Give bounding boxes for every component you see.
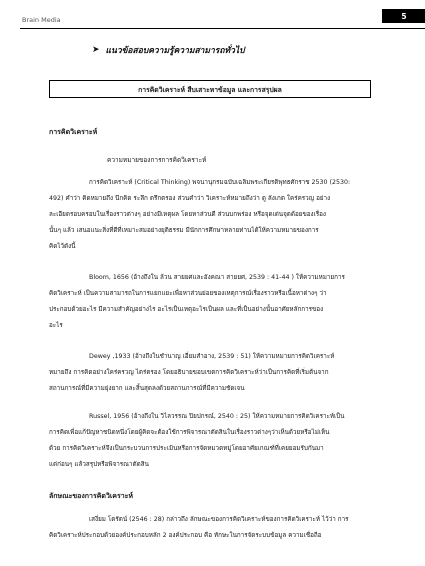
definition-subheading: ความหมายของการการคิดวิเคราะห์	[107, 156, 207, 164]
text-line: Bloom, 1656 (อ้างถึงใน ล้วน สายยศและอังคณา สายยศ, 2539 : 41-44 ) ให้ความหมายการ	[89, 274, 345, 281]
page-number: 5	[382, 9, 425, 23]
text-line: การคิดวิเคราะห์ (Critical Thinking) พจนานุกรมฉบับเฉลิมพระเกียรติพุทธศักราช 2530 (2530:	[89, 179, 351, 186]
text-line: 492) คำว่า คิดหมายถึง นึกคิด ระลึก ตรึกตรอง ส่วนคำว่า วิเคราะห์หมายถึงว่า ดู ลังเกต ใคร่ครวญ อย่าง	[49, 195, 331, 202]
text-line: ประกอบด้วยอะไร มีความสำคัญอย่างไร อะไรเป็นเหตุอะไรเป็นผล และที่เป็นอย่างนั้นอาศัยหลักการของ	[49, 306, 324, 313]
section-heading-characteristics: ลักษณะของการคิดวิเคราะห์	[49, 492, 134, 500]
text-line: หมายถึง การคิดอย่างใคร่ครวญ ไตร่ตรอง โดยอธิบายขอบเขตการคิดวิเคราะห์ว่าเป็นการคิดที่เริ่มต้นจาก	[49, 369, 329, 376]
section-heading-analysis: การคิดวิเคราะห์	[49, 128, 98, 136]
text-line: คิดไว้ดังนี้	[49, 243, 76, 250]
text-line: ละเอียดรอบครอบในเรื่องราวต่างๆ อย่างมีเหตุผล โดยหาส่วนดี ส่วนบกพร่อง หรือจุดเด่นจุดด้อยของเรื่อง	[49, 211, 327, 218]
paragraph-bloom	[49, 270, 378, 334]
text-line: เสงี่ยม โตรัตน์ (2546 : 28) กล่าวถึง ลักษณะของการคิดวิเคราะห์ของการคิดวิเคราะห์ ไว้ว่า การ	[89, 516, 349, 523]
text-line: ด้วย การคิดวิเคราะห์จึงเป็นกระบวนการประเมินหรือการจัดหมวดหมู่โดยอาศัยเกณฑ์ที่เคยยอมรับกันมา	[49, 445, 324, 452]
text-line: Dewey ,1933 (อ้างถึงในชำนาญ เอี่ยมสำอาง, 2539 : 51) ให้ความหมายการคิดวิเคราะห์	[89, 353, 335, 360]
text-line: Russel, 1956 (อ้างถึงใน วิไลวรรณ ปิยปกรณ์, 2540 : 25) ให้ความหมายการคิดวิเคราะห์เป็น	[89, 413, 345, 420]
text-line: อะไร	[49, 322, 63, 329]
subject-title	[92, 43, 245, 57]
subject-title-text: แนวข้อสอบความรู้ความสามารถทั่วไป	[105, 46, 245, 56]
topic-box: การคิดวิเคราะห์ สืบเสาะหาข้อมูล และการสรุปผล	[49, 80, 371, 98]
paragraph-dewey	[49, 349, 378, 397]
arrow-bullet-icon: ➤	[92, 45, 100, 55]
text-line: สถานการณ์ที่มีความยุ่งยาก และสิ้นสุดลงด้วยสถานการณ์ที่มีความชัดเจน	[49, 385, 245, 392]
paragraph-critical-thinking	[49, 175, 378, 255]
text-line: คิดวิเคราะห์ประกอบด้วยองค์ประกอบหลัก 2 องค์ประกอบ คือ ทักษะในการจัดระบบข้อมูล ความเชื่อถือ	[49, 532, 322, 539]
text-line: แต่ก่อนๆ แล้วสรุปหรือพิจารณาตัดสิน	[49, 461, 149, 468]
text-line: การคิดเพื่อแก้ปัญหาชนิดหนึ่งโดยผู้คิดจะต้องใช้การพิจารณาตัดสินในเรื่องราวต่างๆว่าเห็นด้วยหรือไม่เห็น	[49, 429, 330, 436]
header-divider	[20, 28, 425, 29]
paragraph-russel	[49, 409, 378, 473]
paragraph-sangiam	[49, 512, 378, 544]
text-line: นั้นๆ แล้ว เสนอแนะสิ่งที่ดีที่เหมาะสมอย่างยุติธรรม มีนักการศึกษาหลายท่านได้ให้ความหมายของการ	[49, 227, 319, 234]
text-line: คิดวิเคราะห์ เป็นความสามารถในการแยกแยะเพื่อหาส่วนย่อยของเหตุการณ์เรื่องราวหรือเนื้อหาต่างๆ ว่า	[49, 290, 327, 297]
brand-name: Brain Media	[22, 16, 61, 24]
